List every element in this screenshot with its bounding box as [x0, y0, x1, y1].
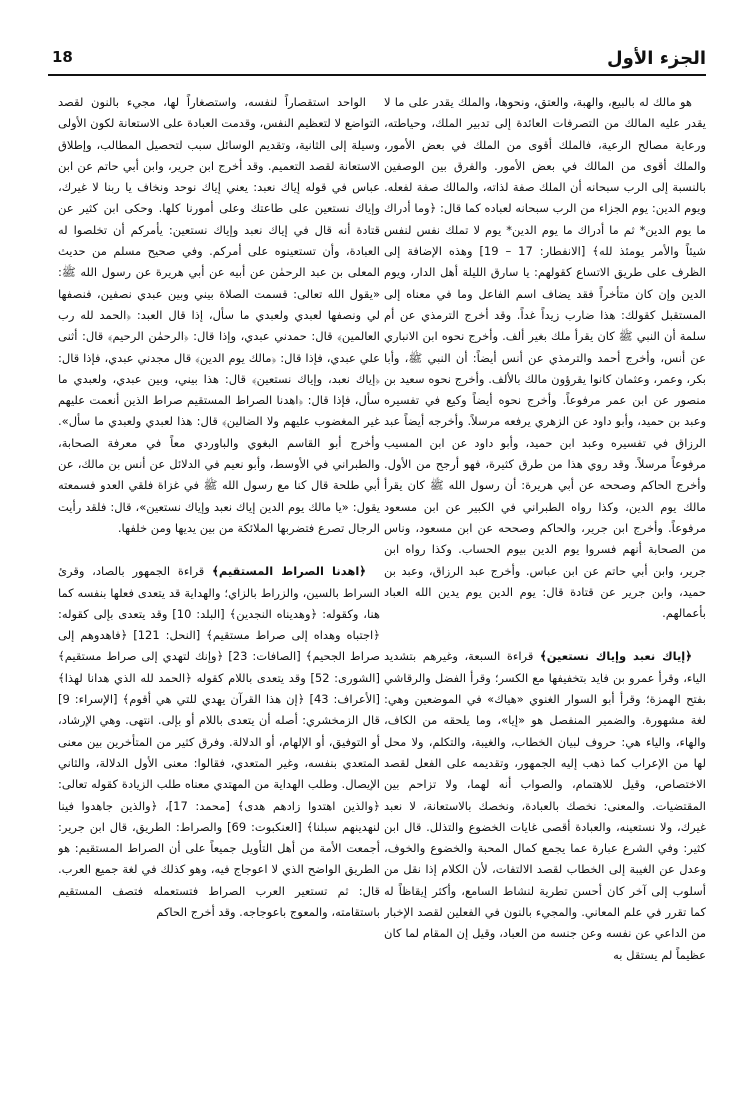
page-number: 18: [52, 48, 73, 66]
page-header: [48, 46, 706, 76]
paragraph: [384, 646, 706, 965]
paragraph: الواحد استقصاراً لنفسه، واستصغاراً لها، مجيء بالنون لقصد التواضع لا لتعظيم النفس، وقدمت العبادة على الاستعانة لكون الأولى وسيلة إلى الثانية، وتقديم الوسائل سبب لتحصيل المطالب، وإطلاق الاستعانة لقصد التعميم. وقد أخرج ابن جرير، وابن أبي حاتم عن ابن عباس في قوله إياك نعبد: يعني إياك نوحد ونخاف يا ربنا لا غيرك، وإياك نستعين على طاعتك وعلى أمورنا كلها. وحكى ابن كثير عن قتادة أنه قال في إياك نعبد وإياك نستعين: يأمركم أن تخلصوا له العبادة، وأن تستعينوه على أمركم. وفي صحيح مسلم من حديث المعلى بن عبد الرحمٰن عن أبيه عن أبي هريرة عن رسول الله ﷺ: «يقول الله تعالى: قسمت الصلاة بيني وبين عبدي نصفين، فنصفها لي ونصفها لعبدي ولعبدي ما سأل، إذا قال العبد: ﴿الحمد لله رب العالمين﴾ قال: حمدني عبدي، وإذا قال: ﴿الرحمٰن الرحيم﴾ قال: أثنى علي عبدي، فإذا قال: ﴿مالك يوم الدين﴾ قال مجدني عبدي، فإذا قال: ﴿إياك نعبد، وإياك نستعين﴾ قال: هذا بيني، وبين عبدي، ولعبدي ما سأل، فإذا قال: ﴿اهدنا الصراط المستقيم صراط الذين أنعمت عليهم غير المغضوب عليهم ولا الضالين﴾ قال: هذا لعبدي ولعبدي ما سأل». وأخرج أبو القاسم البغوي والباوردي معاً في معرفة الصحابة، والطبراني في الأوسط، وأبو نعيم في الدلائل عن أنس بن مالك، عن أبي طلحة قال كنا مع رسول الله ﷺ في غزاة فلقي العدو فسمعته يقول: «يا مالك يوم الدين إياك نعبد وإياك نستعين»، قال: فلقد رأيت الرجال تصرع فتضربها الملائكة من بين يديها ومن خلفها.: [58, 95, 380, 535]
right-column: [384, 92, 706, 1092]
volume-title: الجزء الأول: [607, 48, 706, 69]
paragraph-text: قراءة الجمهور بالصاد، وقرئ السراط بالسين، والزراط بالزاي؛ والهداية قد يتعدى فعلها بنفسه كما هنا، وكقوله: ﴿وهديناه النجدين﴾ [البلد: 10] وقد يتعدى بإلى كقوله: ﴿اجتباه وهداه إلى صراط مستقيم﴾ [النحل: 121] ﴿فاهدوهم إلى صراط الجحيم﴾ [الصافات: 23] ﴿وإنك لتهدي إلى صراط مستقيم﴾ [الشورى: 52] وقد يتعدى باللام كقوله ﴿الحمد لله الذي هدانا لهذا﴾ [الأعراف: 43] ﴿إن هذا القرآن يهدي للتي هي أقوم﴾ [الإسراء: 9] قال الزمخشري: أصله أن يتعدى باللام أو بإلى. انتهى. وهي الإرشاد، أو التوفيق، أو الإلهام، أو الدلالة. وفرق كثير من المتأخرين بين معنى المتعدي بنفسه، وغير المتعدي، فقالوا: معنى الأول الدلالة، والثاني الإيصال. وطلب الهداية من المهتدي معناه طلب الزيادة كقوله تعالى: ﴿والذين اهتدوا زادهم هدى﴾ [محمد: 17]، ﴿والذين جاهدوا فينا لنهدينهم سبلنا﴾ [العنكبوت: 69] والصراط: الطريق، قال ابن جرير: أجمعت الأمة من أهل التأويل جميعاً على أن الصراط المستقيم: هو الطريق الواضح الذي لا اعوجاج فيه، وهو كذلك في لغة جميع العرب. قال: ثم تستعير العرب الصراط فتستعمله فتصف المستقيم باستقامته، والمعوج باعوجاجه. وقد أخرج الحاكم: [58, 564, 380, 919]
verse-heading: ﴿اهدنا الصراط المستقيم﴾: [212, 564, 366, 579]
left-column: [58, 92, 380, 1092]
verse-heading: ﴿إياك نعبد وإياك نستعين﴾: [539, 649, 692, 664]
paragraph-text: قراءة السبعة، وغيرهم بتشديد الياء، وقرأ عمرو بن فايد بتخفيفها مع الكسر؛ وقرأ الفضل والرقاشي بفتح الهمزة؛ وقرأ أبو السوار الغنوي «هياك» في الموضعين وهي: لغة مشهورة. والضمير المنفصل هو «إيا»، وما يلحقه من الكاف، والهاء، والياء هي: حروف لبيان الخطاب، والغيبة، والتكلم، ولا محل لها من الإعراب كما ذهب إليه الجمهور، وتقديمه على الفعل لقصد الاختصاص، وقيل للاهتمام، والصواب أنه لهما، ولا تزاحم بين المقتضيات. والمعنى: نخصك بالعبادة، ونخصك بالاستعانة، لا نعبد غيرك، ولا نستعينه، والعبادة أقصى غايات الخضوع والتذلل. قال ابن كثير: وفي الشرع عبارة عما يجمع كمال المحبة والخضوع والخوف، وعدل عن الغيبة إلى الخطاب لقصد الالتفات، لأن الكلام إذا نقل من أسلوب إلى آخر كان أحسن تطرية لنشاط السامع، وأكثر إيقاظاً له كما تقرر في علم المعاني. والمجيء بالنون في الفعلين لقصد الإخبار من الداعي عن نفسه وعن جنسه من العباد، وقيل إن المقام لما كان عظيماً لم يستقل به: [384, 649, 706, 962]
paragraph: [58, 561, 380, 923]
paragraph: هو مالك له بالبيع، والهبة، والعتق، ونحوها، والملك يقدر على ما لا يقدر عليه المالك من التصرفات العائدة إلى تدبير الملك، وحياطته، ورعاية مصالح الرعية، فالملك أقوى من الملك في بعض الأمور، والملك أقوى من المالك في بعض الأمور. والفرق بين الوصفين بالنسبة إلى الرب سبحانه أن الملك صفة لذاته، والمالك صفة لفعله. ويوم الدين: يوم الجزاء من الرب سبحانه لعباده كما قال: ﴿وما أدراك ما يوم الدين* ثم ما أدراك ما يوم الدين* يوم لا تملك نفس لنفس شيئاً والأمر يومئذ لله﴾ [الانفطار: 17 – 19] وهذه الإضافة إلى الظرف على طريق الاتساع كقولهم: يا سارق الليلة أهل الدار، ويوم الدين وإن كان متأخراً فقد يضاف اسم الفاعل وما في معناه إلى المستقبل كقولك: هذا ضارب زيداً غداً. وقد أخرج الترمذي عن أم سلمة أن النبي ﷺ كان يقرأ ملك بغير ألف. وأخرج نحوه ابن الانباري عن أنس، وأخرج أحمد والترمذي عن أنس أيضاً: أن النبي ﷺ، وأبا بكر، وعمر، وعثمان كانوا يقرؤون مالك بالألف. وأخرج نحوه سعيد بن منصور عن ابن عمر مرفوعاً. وأخرج نحوه أيضاً وكيع في تفسيره وعبد بن حميد، وأبو داود عن الزهري يرفعه مرسلاً. وأخرجه أيضاً عبد الرزاق في تفسيره وعبد ابن حميد، وأبو داود عن ابن المسيب مرفوعاً مرسلاً. وقد روي هذا من طرق كثيرة، فهو أرجح من الأول. وأخرج الحاكم وصححه عن أبي هريرة: أن رسول الله ﷺ كان يقرأ مالك يوم الدين، وكذا رواه الطبراني في الكبير عن ابن مسعود مرفوعاً. وأخرج ابن جرير، والحاكم وصححه عن ابن مسعود، وناس من الصحابة أنهم فسروا يوم الدين بيوم الحساب. وكذا رواه ابن جرير، وابن أبي حاتم عن ابن عباس. وأخرج عبد الرزاق، وعبد بن حميد، وابن جرير عن قتادة قال: يوم الدين يوم يدين الله العباد بأعمالهم.: [384, 95, 706, 621]
